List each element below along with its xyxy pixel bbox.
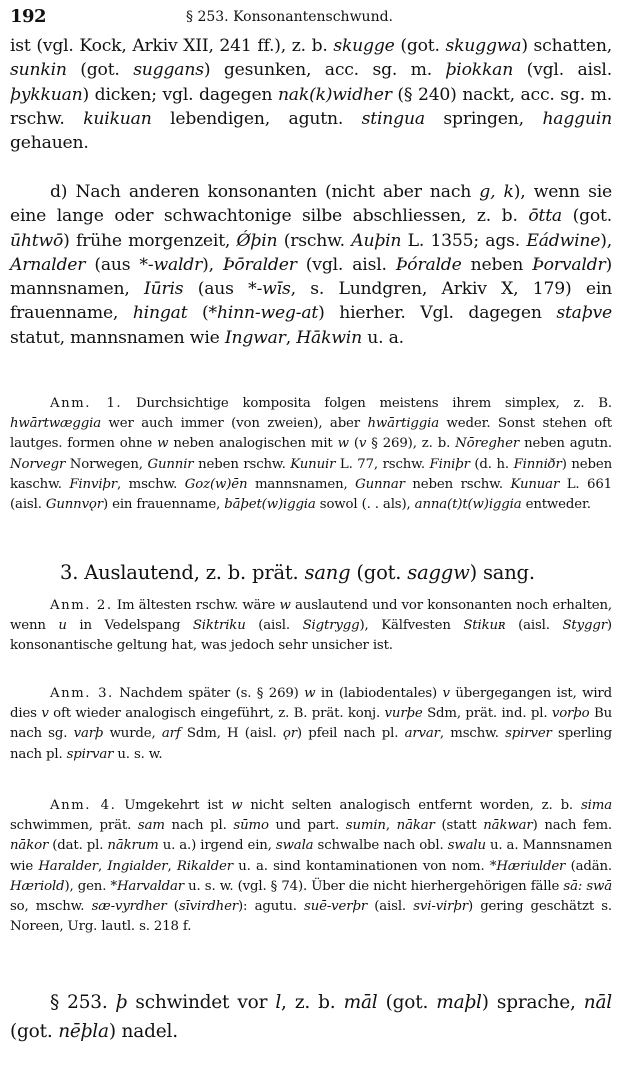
- text-run: neben rschw.: [193, 456, 291, 472]
- text-run: ) sang.: [469, 561, 535, 584]
- text-run: wer auch immer (von zweien), aber: [101, 416, 368, 432]
- italic-word: hwārtiggia: [367, 416, 440, 432]
- note-body: [10, 798, 612, 934]
- italic-word: sā: swā: [563, 878, 613, 894]
- italic-word: Þóralde: [395, 254, 462, 275]
- italic-word: sunkin: [10, 60, 67, 81]
- text-run: ist (vgl. Kock, Arkiv XII, 241 ff.), z. b.: [10, 36, 334, 56]
- italic-word: vurþe: [384, 706, 423, 722]
- text-run: Norwegen,: [65, 456, 148, 472]
- italic-word: Norvegr: [10, 456, 66, 472]
- text-run: ) neben kaschw.: [10, 456, 613, 492]
- text-run: ) dicken; vgl. dagegen: [82, 84, 278, 105]
- text-run: ) ein frauenname,: [103, 497, 225, 513]
- italic-word: nākar: [396, 818, 435, 834]
- text-run: , mschw.: [117, 476, 185, 492]
- italic-word: nākwar: [483, 818, 533, 834]
- text-run: (dat. pl.: [48, 838, 108, 854]
- italic-word: hagguin: [542, 108, 612, 129]
- text-run: , mschw.: [439, 726, 506, 742]
- italic-word: Arnalder: [10, 254, 86, 275]
- italic-word: skugge: [333, 36, 395, 56]
- text-run: (aisl.: [505, 618, 563, 634]
- text-run: (got.: [10, 1021, 59, 1042]
- italic-word: svi-virþr: [413, 899, 468, 915]
- text-run: mannsnamen,: [247, 476, 356, 492]
- note-anm-2: [10, 596, 612, 657]
- text-run: ), Kälfvesten: [359, 618, 464, 634]
- text-run: ) pfeil nach pl.: [296, 726, 405, 742]
- text-run: statut, mannsnamen wie: [10, 327, 225, 348]
- italic-word: Haralder: [38, 858, 98, 874]
- text-run: ,: [97, 858, 108, 874]
- text-run: § 253.: [50, 992, 116, 1013]
- italic-word: sima: [580, 798, 612, 813]
- text-run: übergegangen ist, wird dies: [10, 686, 612, 722]
- italic-word: staþve: [556, 303, 612, 324]
- italic-word: ūhtwō: [10, 230, 64, 251]
- italic-word: Iūris: [143, 279, 184, 300]
- text-run: nicht selten analogisch entfernt worden, z. b.: [242, 798, 581, 813]
- italic-word: sam: [137, 818, 165, 834]
- italic-word: sūmo: [233, 818, 269, 834]
- italic-word: w: [157, 436, 169, 452]
- italic-word: -waldr: [147, 254, 203, 275]
- text-run: L. 77, rschw.: [335, 456, 430, 472]
- italic-word: Ingialder: [107, 858, 168, 874]
- italic-word: Ingwar: [224, 327, 286, 348]
- italic-word: māl: [343, 992, 378, 1013]
- note-anm-4: [10, 796, 612, 937]
- italic-word: Rikalder: [176, 858, 233, 874]
- text-run: in (labiodentales): [315, 686, 443, 701]
- italic-word: Gunnvǫr: [45, 497, 103, 513]
- text-run: ) gering geschätzt s. Noreen, Urg. lautl. s. 218 f.: [10, 899, 612, 935]
- italic-word: þ: [115, 992, 128, 1013]
- text-run: ), wenn sie eine lange oder schwachtonige silbe abschliessen, z. b.: [10, 182, 612, 227]
- text-run: u. s. w.: [113, 746, 163, 762]
- text-run: (aus *: [85, 254, 148, 275]
- note-body: [10, 396, 612, 512]
- text-run: (aus *: [183, 279, 257, 300]
- text-run: ) mannsnamen,: [10, 254, 613, 300]
- italic-word: maþl: [436, 992, 482, 1013]
- text-run: (: [166, 899, 179, 915]
- italic-word: bāþet(w)iggia: [224, 497, 316, 513]
- italic-word: varþ: [73, 726, 104, 742]
- text-run: Sdm, H (aisl.: [180, 726, 283, 742]
- text-run: Durchsichtige komposita folgen meistens ihrem simplex, z. B.: [122, 396, 612, 411]
- italic-word: Styggr: [562, 618, 607, 634]
- text-run: u. s. w. (vgl. § 74). Über die nicht hierhergehörigen fälle: [183, 878, 564, 894]
- text-run: ), gen. *: [64, 878, 117, 894]
- text-run: neben agutn.: [519, 436, 612, 452]
- text-run: nach pl.: [164, 818, 234, 834]
- italic-word: nak(k)widher: [277, 84, 392, 105]
- italic-word: þiokkan: [445, 60, 514, 81]
- italic-word: Auþin: [351, 230, 402, 251]
- text-run: ) nach fem.: [532, 818, 612, 834]
- italic-word: suggans: [133, 60, 204, 81]
- section-253: [10, 988, 612, 1046]
- text-run: (d. h.: [469, 456, 514, 472]
- text-run: (got.: [394, 36, 446, 56]
- text-run: (adän.: [565, 858, 613, 874]
- italic-word: arf: [161, 726, 181, 742]
- text-run: Im ältesten rschw. wäre: [112, 598, 280, 613]
- italic-word: Finviþr: [69, 476, 117, 492]
- note-label: Anm. 3.: [50, 686, 114, 701]
- italic-word: v: [442, 686, 450, 701]
- italic-word: Harvaldar: [116, 878, 184, 894]
- italic-word: suē-verþr: [304, 899, 368, 915]
- text-run: u. a.) irgend ein,: [158, 838, 276, 854]
- paragraph-d: [10, 180, 612, 350]
- text-run: auslautend und vor konsonanten noch erhalten, wenn: [10, 598, 612, 634]
- text-run: u. a.: [361, 327, 404, 348]
- text-run: ): agutu.: [238, 899, 305, 915]
- italic-word: g, k: [479, 182, 514, 202]
- text-run: (got.: [377, 992, 437, 1013]
- italic-word: sang: [304, 561, 351, 584]
- text-run: und part.: [268, 818, 346, 834]
- text-run: § 269), z. b.: [366, 436, 456, 452]
- running-head-title: § 253. Konsonantenschwund.: [186, 9, 393, 25]
- text-run: weder. Sonst stehen oft lautges. formen ohne: [10, 416, 612, 452]
- italic-word: stingua: [361, 108, 425, 129]
- text-run: neben rschw.: [404, 476, 511, 492]
- text-run: , z. b.: [281, 992, 344, 1013]
- text-run: (got.: [66, 60, 134, 81]
- text-run: ) frühe morgenzeit,: [63, 230, 237, 251]
- text-run: springen,: [424, 108, 543, 129]
- text-run: entweder.: [521, 497, 591, 513]
- text-run: ) sprache,: [481, 992, 584, 1013]
- text-run: neben: [461, 254, 533, 275]
- text-run: ),: [202, 254, 223, 275]
- paragraph-continuation: [10, 34, 612, 155]
- text-run: L. 661 (aisl.: [10, 476, 612, 513]
- italic-word: nēþla: [58, 1021, 109, 1042]
- text-run: ,: [385, 818, 397, 834]
- italic-word: Goz(w)ēn: [184, 476, 248, 492]
- text-run: gehauen.: [10, 133, 89, 154]
- italic-word: Kunuir: [290, 456, 336, 472]
- italic-word: Eádwine: [526, 230, 601, 251]
- italic-word: hingat: [132, 303, 188, 324]
- italic-word: swala: [275, 838, 314, 854]
- italic-word: Þorvaldr: [532, 254, 606, 275]
- italic-word: nākor: [10, 838, 49, 854]
- text-run: (rschw.: [277, 230, 352, 251]
- text-run: (vgl. aisl.: [513, 60, 612, 81]
- italic-word: sæ-vyrdher: [91, 899, 167, 915]
- text-run: (got.: [350, 561, 408, 584]
- italic-word: Hæriulder: [496, 858, 566, 874]
- italic-word: w: [337, 436, 349, 452]
- italic-word: spirvar: [66, 746, 114, 762]
- text-run: Bu nach sg.: [10, 706, 612, 742]
- italic-word: Sigtrygg: [302, 618, 360, 634]
- italic-word: ōtta: [528, 206, 562, 227]
- italic-word: sīvirdher: [178, 899, 238, 915]
- italic-word: spirver: [505, 726, 552, 742]
- text-run: ),: [600, 230, 613, 251]
- text-run: ) schatten,: [521, 36, 613, 56]
- subsection-heading-3: [60, 561, 535, 585]
- italic-word: skuggwa: [445, 36, 522, 56]
- page-number: 192: [10, 6, 47, 27]
- note-anm-1: [10, 394, 612, 515]
- text-run: ) konsonantische geltung hat, was jedoch sehr unsicher ist.: [10, 618, 612, 654]
- text-run: schwalbe nach obl.: [313, 838, 448, 854]
- text-run: (statt: [434, 818, 484, 834]
- italic-word: v: [41, 706, 49, 722]
- text-run: ,: [285, 327, 297, 348]
- text-run: ) gesunken, acc. sg. m.: [203, 60, 446, 81]
- italic-word: Kunuar: [510, 476, 560, 492]
- text-run: u. a. Mannsnamen wie: [10, 838, 613, 874]
- italic-word: þykkuan: [10, 84, 83, 105]
- italic-word: w: [231, 798, 243, 813]
- italic-word: nāl: [583, 992, 612, 1013]
- text-run: (§ 240) nackt, acc. sg. m. rschw.: [10, 84, 612, 129]
- italic-word: Hākwin: [296, 327, 362, 348]
- note-label: Anm. 1.: [50, 396, 123, 411]
- text-run: neben analogischen mit: [168, 436, 338, 452]
- italic-word: Finiþr: [429, 456, 470, 472]
- text-run: (: [348, 436, 359, 452]
- text-run: d) Nach anderen konsonanten (nicht aber nach: [50, 182, 480, 202]
- text-run: schwimmen, prät.: [10, 818, 138, 834]
- italic-word: kuikuan: [83, 108, 152, 129]
- text-run: ) nadel.: [108, 1021, 178, 1042]
- note-label: Anm. 4.: [50, 798, 117, 813]
- text-run: u. a. sind kontaminationen von nom. *: [232, 858, 497, 874]
- italic-word: w: [304, 686, 316, 701]
- italic-word: -wīs: [256, 279, 291, 300]
- text-run: (vgl. aisl.: [296, 254, 396, 275]
- text-run: in Vedelspang: [66, 618, 193, 634]
- text-run: ) hierher. Vgl. dagegen: [318, 303, 557, 324]
- italic-word: hwārtwæggia: [10, 416, 102, 432]
- text-run: so, mschw.: [10, 899, 92, 915]
- text-run: 3. Auslautend, z. b. prät.: [60, 561, 305, 584]
- text-run: schwindet vor: [127, 992, 276, 1013]
- text-run: Nachdem später (s. § 269): [113, 686, 305, 701]
- italic-word: arvar: [404, 726, 440, 742]
- text-run: , s. Lundgren, Arkiv X, 179) ein frauenname,: [10, 279, 612, 324]
- italic-word: Stikuʀ: [463, 618, 506, 634]
- italic-word: Hæriold: [10, 878, 65, 894]
- text-run: Umgekehrt ist: [116, 798, 232, 813]
- italic-word: u: [58, 618, 67, 634]
- text-run: sperling nach pl.: [10, 726, 612, 762]
- note-anm-3: [10, 684, 612, 765]
- text-run: (aisl.: [367, 899, 414, 915]
- text-run: ,: [167, 858, 177, 874]
- italic-word: Gunnir: [147, 456, 194, 472]
- italic-word: Ǿþin: [236, 230, 278, 251]
- italic-word: swalu: [447, 838, 486, 854]
- italic-word: saggw: [407, 561, 470, 584]
- italic-word: sumin: [345, 818, 386, 834]
- text-run: (: [187, 303, 209, 324]
- italic-word: Þōralder: [223, 254, 297, 275]
- text-run: (aisl.: [245, 618, 303, 634]
- text-run: oft wieder analogisch eingeführt, z. B. prät. konj.: [48, 706, 385, 722]
- italic-word: Siktriku: [192, 618, 246, 634]
- italic-word: Nōregher: [455, 436, 520, 452]
- italic-word: v: [358, 436, 367, 452]
- text-run: sowol (. . als),: [315, 497, 415, 513]
- italic-word: vorþo: [551, 706, 590, 722]
- italic-word: Finniðr: [513, 456, 562, 472]
- note-label: Anm. 2.: [50, 598, 113, 613]
- text-run: L. 1355; ags.: [401, 230, 527, 251]
- italic-word: w: [279, 598, 291, 613]
- italic-word: anna(t)t(w)iggia: [414, 497, 522, 513]
- text-run: (got.: [561, 206, 612, 227]
- text-run: wurde,: [103, 726, 162, 742]
- text-run: Sdm, prät. ind. pl.: [422, 706, 552, 722]
- running-head: [4, 6, 616, 30]
- italic-word: *hinn-weg-at: [208, 303, 319, 324]
- italic-word: l: [275, 992, 282, 1013]
- italic-word: Gunnar: [355, 476, 405, 492]
- text-run: lebendigen, agutn.: [151, 108, 362, 129]
- italic-word: ǫr: [282, 726, 297, 742]
- italic-word: nākrum: [107, 838, 159, 854]
